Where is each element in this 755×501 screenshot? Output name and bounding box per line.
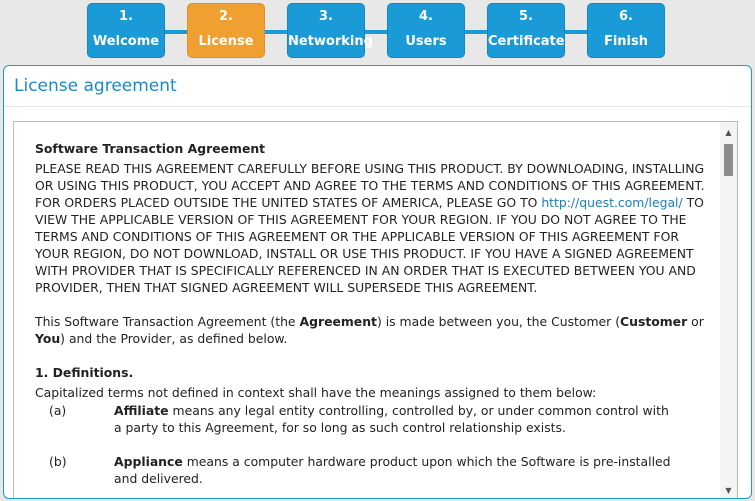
definition-text [114, 402, 674, 436]
step-number: 4. [419, 9, 433, 24]
step-label: Finish [603, 34, 649, 49]
step-label: Welcome [92, 34, 160, 49]
definition-text [114, 453, 674, 487]
wizard-stepper [0, 0, 755, 62]
definition-letter: (a) [49, 403, 67, 418]
scroll-up-icon[interactable]: ▲ [725, 128, 732, 137]
scroll-down-icon[interactable]: ▼ [725, 486, 732, 495]
definition-appliance [35, 453, 714, 487]
term-you: You [35, 331, 61, 346]
vertical-scrollbar[interactable] [720, 122, 737, 499]
disclaimer-text-1: PLEASE READ THIS AGREEMENT CAREFULLY BEFORE USING THIS PRODUCT. BY DOWNLOADING, INSTALLING OR USING THIS PRODUCT, YOU ACCEPT AND AGREE TO THE TERMS AND CONDITIONS OF THIS AGREEMENT. FOR ORDERS PLACED OUTSIDE THE UNITED STATES OF AMERICA, PLEASE GO TO [35, 161, 705, 210]
definition-term: Affiliate [114, 403, 169, 418]
license-panel [3, 65, 752, 499]
disclaimer-text-2: TO VIEW THE APPLICABLE VERSION OF THIS AGREEMENT FOR YOUR REGION. IF YOU DO NOT AGREE TO THE TERMS AND CONDITIONS OF THIS AGREEMENT OR THE APPLICABLE VERSION OF THIS AGREEMENT FOR YOUR REGION, DO NOT DOWNLOAD, INSTALL OR USE THIS PRODUCT. IF YOU HAVE A SIGNED AGREEMENT WITH PROVIDER THAT IS SPECIFICALLY REFERENCED IN AN ORDER THAT IS EXECUTED BETWEEN YOU AND PROVIDER, THEN THAT SIGNED AGREEMENT WILL SUPERSEDE THIS AGREEMENT. [35, 195, 704, 295]
definition-term: Appliance [114, 454, 183, 469]
intro-text: ) and the Provider, as defined below. [60, 331, 288, 346]
document-heading: Software Transaction Agreement [35, 141, 266, 156]
intro-text: This Software Transaction Agreement (the [35, 314, 300, 329]
term-agreement: Agreement [299, 314, 377, 329]
step-number: 5. [519, 9, 533, 24]
definitions-intro: Capitalized terms not defined in context shall have the meanings assigned to them below: [35, 385, 597, 400]
disclaimer-paragraph [35, 160, 714, 296]
intro-paragraph [35, 313, 714, 347]
step-number: 3. [319, 9, 333, 24]
license-document [14, 122, 714, 499]
step-label: Networking [288, 34, 373, 49]
definition-body: means any legal entity controlling, controlled by, or under common control with a party to this Agreement, for so long as such control relationship exists. [114, 403, 669, 435]
legal-link[interactable]: http://quest.com/legal/ [541, 195, 683, 210]
step-label: License [198, 34, 254, 49]
license-text-frame[interactable] [13, 121, 738, 499]
step-license[interactable] [187, 3, 265, 58]
step-number: 1. [119, 9, 133, 24]
intro-text: ) is made between you, the Customer ( [376, 314, 621, 329]
step-welcome[interactable] [87, 3, 165, 58]
definition-affiliate [35, 402, 714, 436]
step-label: Certificate [488, 34, 565, 49]
term-customer: Customer [620, 314, 688, 329]
step-number: 2. [219, 9, 233, 24]
panel-title: License agreement [4, 66, 751, 107]
definition-body: means a computer hardware product upon which the Software is pre-installed and delivered. [114, 454, 671, 486]
definition-letter: (b) [49, 454, 67, 469]
intro-text: or [687, 314, 704, 329]
scroll-thumb[interactable] [724, 144, 733, 176]
step-networking[interactable] [287, 3, 373, 58]
step-users[interactable] [387, 3, 465, 58]
step-certificate[interactable] [487, 3, 565, 58]
step-finish[interactable] [587, 3, 665, 58]
step-label: Users [405, 34, 447, 49]
definitions-heading: 1. Definitions. [35, 365, 134, 380]
step-number: 6. [619, 9, 633, 24]
